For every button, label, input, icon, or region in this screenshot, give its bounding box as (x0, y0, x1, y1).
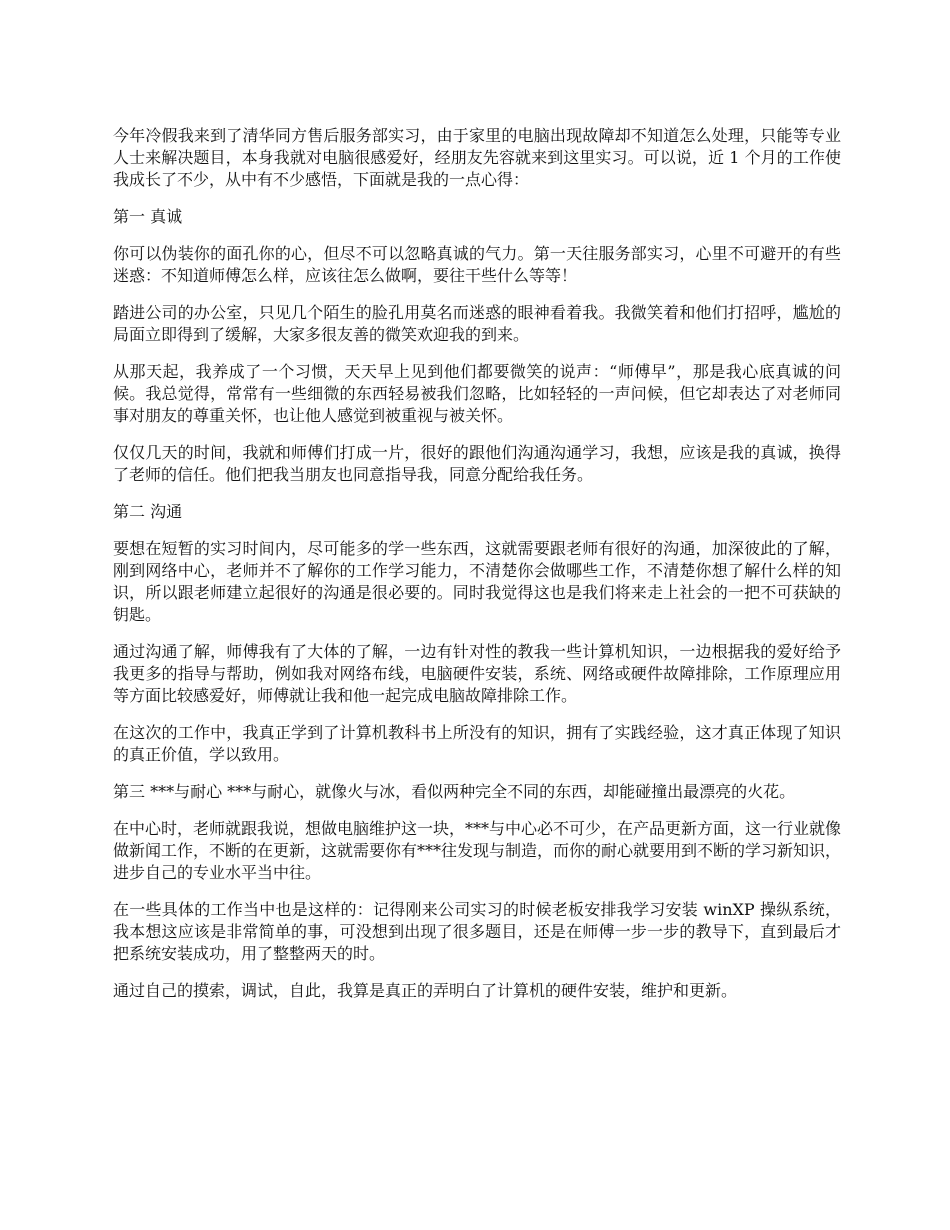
section-heading: 第二 沟通 (113, 502, 183, 521)
paragraph: 在这次的工作中，我真正学到了计算机教科书上所没有的知识，拥有了实践经验，这才真正体现了知识的真正价值，学以致用。 (113, 723, 841, 764)
paragraph: 从那天起，我养成了一个习惯，天天早上见到他们都要微笑的说声：“师傅早”，那是我心底真诚的问候。我总觉得，常常有一些细微的东西轻易被我们忽略，比如轻轻的一声问候，但它却表达了对老师同事对朋友的尊重关怀，也让他人感觉到被重视与被关怀。 (113, 362, 841, 425)
paragraph: 通过沟通了解，师傅我有了大体的了解，一边有针对性的教我一些计算机知识，一边根据我的爱好给予我更多的指导与帮助，例如我对网络布线，电脑硬件安装，系统、网络或硬件故障排除，工作原理应用等方面比较感爱好，师傅就让我和他一起完成电脑故障排除工作。 (113, 642, 841, 705)
document-body (113, 125, 841, 1017)
paragraph: 在中心时，老师就跟我说，想做电脑维护这一块，***与中心必不可少，在产品更新方面，这一行业就像做新闻工作，不断的在更新，这就需要你有***往发现与制造，而你的耐心就要用到不断的学习新知识，进步自己的专业水平当中往。 (113, 819, 842, 882)
paragraph: 踏进公司的办公室，只见几个陌生的脸孔用莫名而迷惑的眼神看着我。我微笑着和他们打招呼，尴尬的局面立即得到了缓解，大家多很友善的微笑欢迎我的到来。 (113, 303, 841, 344)
paragraph: 通过自己的摸索，调试，自此，我算是真正的弄明白了计算机的硬件安装，维护和更新。 (113, 981, 738, 1000)
paragraph: 在一些具体的工作当中也是这样的：记得刚来公司实习的时候老板安排我学习安装 winXP 操纵系统，我本想这应该是非常简单的事，可没想到出现了很多题目，还是在师傅一步一步的教导下，直到最后才把系统安装成功，用了整整两天的时。 (113, 900, 841, 963)
paragraph: 今年冷假我来到了清华同方售后服务部实习，由于家里的电脑出现故障却不知道怎么处理，只能等专业人士来解决题目，本身我就对电脑很感爱好，经朋友先容就来到这里实习。可以说，近 1 个月的工作使我成长了不少，从中有不少感悟，下面就是我的一点心得： (113, 126, 841, 189)
section-heading: 第一 真诚 (113, 207, 183, 226)
paragraph: 仅仅几天的时间，我就和师傅们打成一片，很好的跟他们沟通沟通学习，我想，应该是我的真诚，换得了老师的信任。他们把我当朋友也同意指导我，同意分配给我任务。 (113, 443, 841, 484)
paragraph: 你可以伪装你的面孔你的心，但尽不可以忽略真诚的气力。第一天往服务部实习，心里不可避开的有些迷惑：不知道师傅怎么样，应该往怎么做啊，要往干些什么等等！ (113, 244, 841, 285)
paragraph: 要想在短暂的实习时间内，尽可能多的学一些东西，这就需要跟老师有很好的沟通，加深彼此的了解，刚到网络中心，老师并不了解你的工作学习能力，不清楚你会做哪些工作，不清楚你想了解什么样的知识，所以跟老师建立起很好的沟通是很必要的。同时我觉得这也是我们将来走上社会的一把不可获缺的钥匙。 (113, 539, 841, 624)
paragraph: 第三 ***与耐心 ***与耐心，就像火与冰，看似两种完全不同的东西，却能碰撞出最漂亮的火花。 (113, 782, 796, 801)
